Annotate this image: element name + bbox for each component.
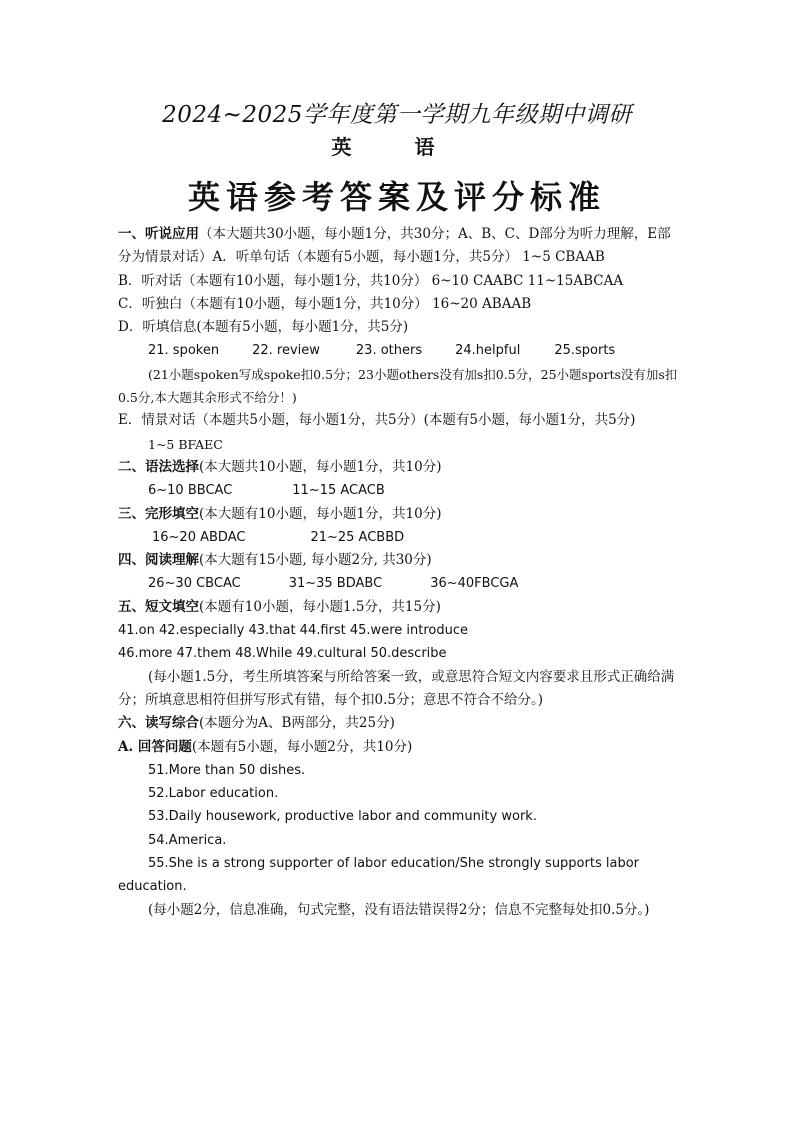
answers-36-40: 36~40FBCGA xyxy=(430,576,519,592)
section5-answers-1: 41.on 42.especially 43.that 44.first 45.were introduce xyxy=(118,623,468,639)
section6-note: (每小题2分，信息准确，句式完整，没有语法错误得2分；信息不完整每处扣0.5分。) xyxy=(148,901,650,918)
section4-desc: (本大题有15小题, 每小题2分, 共30分) xyxy=(199,552,432,569)
answers-21-25: 21~25 ACBBD xyxy=(310,529,405,545)
part-a-heading: A. 回答问题 xyxy=(118,738,192,755)
section1-part-c: C．听独白（本题有10小题，每小题1分，共10分） 16~20 ABAAB xyxy=(118,295,532,312)
section5-heading: 五、短文填空 xyxy=(118,598,199,615)
part-e-answers: 1~5 BFAEC xyxy=(148,436,223,452)
section3-line xyxy=(118,503,678,526)
section6-heading: 六、读写综合 xyxy=(118,715,199,732)
section1-line2: 分为情景对话）A．听单句话（本题有5小题，每小题1分，共5分） 1~5 CBAAB xyxy=(118,249,605,266)
answer-23: 23. others xyxy=(355,343,423,359)
section4-heading: 四、阅读理解 xyxy=(118,552,199,569)
section4-answers xyxy=(118,572,678,595)
section3-answers xyxy=(118,526,678,549)
answers-11-15: 11~15 ACACB xyxy=(292,483,385,499)
exam-title: 2024~2025学年度第一学期九年级期中调研 xyxy=(162,102,632,128)
answer-25: 25.sports xyxy=(554,343,616,359)
section6-part-a xyxy=(118,736,678,759)
answer-content xyxy=(118,223,678,922)
section5-answers-2: 46.more 47.them 48.While 49.cultural 50.describe xyxy=(118,646,447,662)
answer-51: 51.More than 50 dishes. xyxy=(148,762,306,778)
answer-24: 24.helpful xyxy=(455,343,521,359)
answer-53: 53.Daily housework, productive labor and community work. xyxy=(148,809,537,825)
section5-note: (每小题1.5分，考生所填答案与所给答案一致，或意思符合短文内容要求且形式正确给满分；所填意思相符但拼写形式有错，每个扣0.5分；意思不符合不给分。) xyxy=(118,668,675,708)
part-d-answers xyxy=(118,339,678,362)
section4-line xyxy=(118,549,678,572)
answers-26-30: 26~30 CBCAC xyxy=(148,576,241,592)
section2-desc: (本大题共10小题，每小题1分，共10分) xyxy=(199,458,442,475)
subject-title: 英 语 xyxy=(331,135,463,159)
answer-22: 22. review xyxy=(252,343,320,359)
section1-line1 xyxy=(118,223,678,246)
section2-line xyxy=(118,456,678,479)
answers-16-20: 16~20 ABDAC xyxy=(152,529,246,545)
answer-key-title: 英语参考答案及评分标准 xyxy=(187,178,606,216)
section1-heading: 一、听说应用 xyxy=(118,226,199,242)
answer-54: 54.America. xyxy=(148,832,227,848)
part-d-note: (21小题spoken写成spoke扣0.5分；23小题others没有加s扣0.5分，25小题sports没有加s扣0.5分,本大题其余形式不给分！) xyxy=(118,366,678,406)
section3-heading: 三、完形填空 xyxy=(118,505,199,522)
answer-21: 21. spoken xyxy=(148,343,220,359)
section2-answers xyxy=(118,479,678,502)
section5-desc: (本题有10小题，每小题1.5分，共15分) xyxy=(199,598,441,615)
section1-part-b: B．听对话（本题有10小题，每小题1分，共10分） 6~10 CAABC 11~15ABCAA xyxy=(118,272,624,289)
section6-line xyxy=(118,712,678,735)
section2-heading: 二、语法选择 xyxy=(118,458,199,475)
section5-line xyxy=(118,596,678,619)
answers-6-10: 6~10 BBCAC xyxy=(148,483,233,499)
section1-part-d: D．听填信息(本题有5小题，每小题1分，共5分) xyxy=(118,319,409,336)
section1-part-e: E．情景对话（本题共5小题，每小题1分，共5分）(本题有5小题，每小题1分，共5分) xyxy=(118,412,636,429)
answer-52: 52.Labor education. xyxy=(148,786,279,802)
section3-desc: (本大题有10小题，每小题1分，共10分) xyxy=(199,505,442,522)
section1-desc1: （本大题共30小题，每小题1分，共30分；A、B、C、D部分为听力理解，E部 xyxy=(199,226,671,242)
answers-31-35: 31~35 BDABC xyxy=(288,576,383,592)
part-a-desc: (本题有5小题，每小题2分，共10分) xyxy=(191,738,413,755)
section6-desc: (本题分为A、B两部分，共25分) xyxy=(199,715,395,732)
answer-55: 55.She is a strong supporter of labor education/She strongly supports labor education. xyxy=(118,856,639,895)
